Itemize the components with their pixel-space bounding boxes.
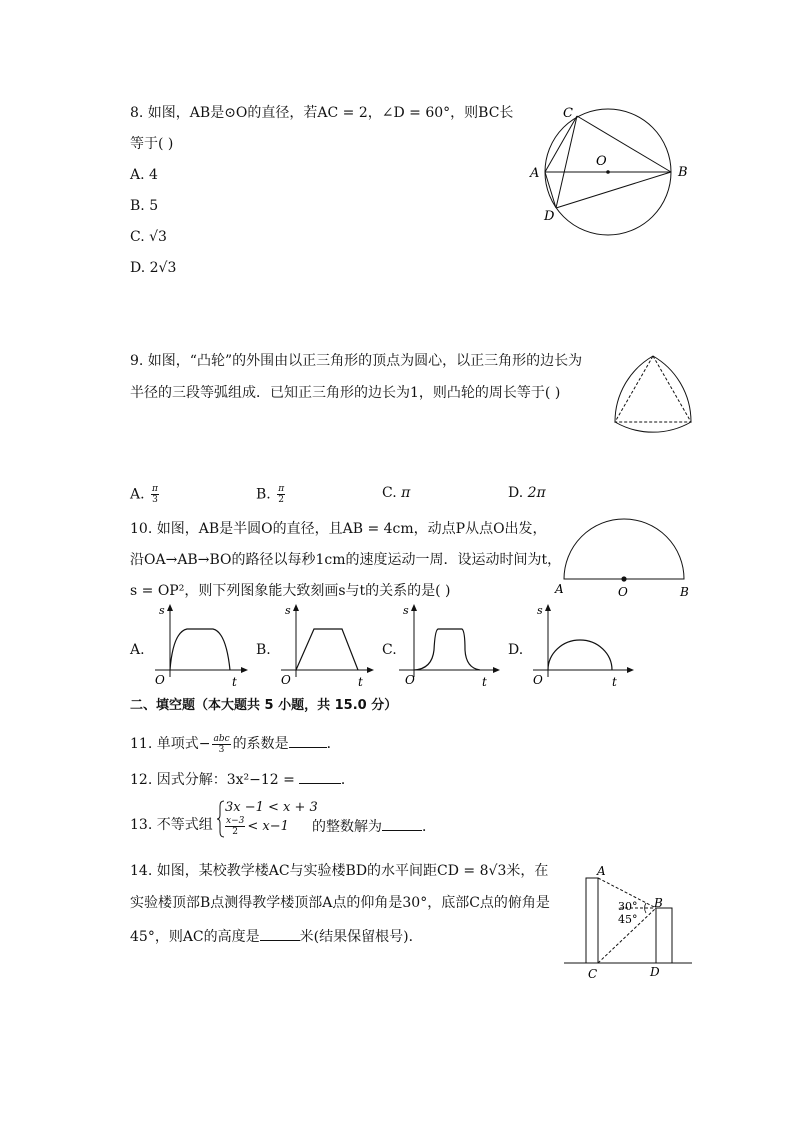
q8-option-d: D. 2√3 bbox=[130, 260, 177, 276]
q10-graph-c-curve bbox=[414, 629, 480, 670]
q13-answer-blank[interactable] bbox=[382, 816, 422, 831]
q11-prefix: 11. 单项式− bbox=[130, 736, 211, 752]
q10-graph-b-label: B. bbox=[256, 642, 271, 658]
q8-chord-cb bbox=[577, 116, 671, 172]
q10-graph-d-curve bbox=[548, 640, 612, 670]
q8-circle-figure bbox=[520, 95, 700, 245]
q13-ineq2-fraction bbox=[225, 816, 245, 837]
q14-buildings-figure bbox=[560, 860, 695, 985]
q10-graph-c-s: s bbox=[403, 604, 409, 617]
q9-option-c bbox=[382, 484, 410, 502]
q11-fraction bbox=[212, 734, 230, 755]
q10-center-dot bbox=[621, 576, 626, 581]
q10-label-a: A bbox=[555, 582, 564, 596]
q10-graph-d-label: D. bbox=[508, 642, 524, 658]
q9-cam-arcs bbox=[615, 356, 691, 432]
q14-building-bd bbox=[656, 908, 672, 963]
q13-ineq1: 3x −1 < x + 3 bbox=[225, 800, 318, 815]
q8-chord-ad bbox=[545, 172, 556, 208]
q12-text: 12. 因式分解：3x²−12 = bbox=[130, 772, 295, 788]
q14-stem-line2: 实验楼顶部B点测得教学楼顶部A点的仰角是30°，底部C点的俯角是 bbox=[130, 895, 550, 911]
q13-ineq2-den: 2 bbox=[232, 827, 239, 837]
q14-stem-line3-text: 45°，则AC的高度是 bbox=[130, 929, 260, 945]
q9-option-d bbox=[508, 484, 546, 502]
q9-option-b bbox=[256, 484, 287, 505]
q13-ineq2 bbox=[223, 816, 289, 837]
q9-option-c-value: π bbox=[401, 485, 411, 501]
q11-frac-den: 3 bbox=[218, 744, 225, 755]
q11-answer-blank[interactable] bbox=[289, 733, 327, 748]
q10-graph-b-s: s bbox=[285, 604, 291, 617]
q9-stem-line2: 半径的三段等弧组成．已知正三角形的边长为1，则凸轮的周长等于( ) bbox=[130, 385, 561, 401]
q13-suffix: 的整数解为 bbox=[312, 819, 382, 835]
q9-option-b-den: 2 bbox=[278, 495, 285, 505]
q9-equilateral-triangle bbox=[615, 356, 691, 422]
q10-graph-a-s: s bbox=[159, 604, 165, 617]
q13-ineq2-num: x−3 bbox=[226, 816, 245, 826]
q12-end: ． bbox=[340, 772, 355, 788]
q10-graph-a-label: A. bbox=[130, 642, 145, 658]
q10-graph-a-curve bbox=[170, 629, 230, 670]
q10-graph-b bbox=[276, 602, 376, 692]
q10-graph-c bbox=[394, 602, 504, 692]
q13-prefix: 13. 不等式组 bbox=[130, 817, 213, 833]
q14-label-c: C bbox=[588, 967, 598, 981]
q9-option-b-label: B. bbox=[256, 486, 271, 503]
q9-option-a-den: 3 bbox=[152, 495, 158, 505]
q9-option-a-num: π bbox=[152, 484, 158, 494]
q10-graph-a-origin: O bbox=[155, 673, 165, 687]
q10-stem-line1: 10. 如图，AB是半圆O的直径，且AB = 4cm，动点P从点O出发， bbox=[130, 521, 547, 537]
q14-label-b: B bbox=[654, 896, 663, 910]
q14-label-d: D bbox=[650, 965, 660, 979]
q8-option-c: C. √3 bbox=[130, 229, 167, 245]
q10-label-b: B bbox=[680, 585, 689, 599]
q11-frac-num: abc bbox=[213, 733, 230, 744]
q11-suffix: 的系数是 bbox=[232, 736, 289, 752]
q9-stem-line1: 9. 如图，“凸轮”的外围由以正三角形的顶点为圆心，以正三角形的边长为 bbox=[130, 353, 583, 369]
q14-angle-30: 30° bbox=[618, 900, 638, 913]
q13-tail bbox=[312, 816, 436, 836]
q14-answer-blank[interactable] bbox=[260, 926, 300, 941]
q8-chord-db bbox=[556, 172, 671, 208]
q10-graph-a-x-arrow bbox=[241, 667, 248, 673]
q12 bbox=[130, 769, 355, 789]
q10-graph-d-x-arrow bbox=[627, 667, 634, 673]
q14-stem-line1: 14. 如图，某校教学楼AC与实验楼BD的水平间距CD = 8√3米，在 bbox=[130, 863, 549, 879]
q14-building-ac bbox=[586, 878, 598, 963]
q10-label-o: O bbox=[618, 585, 628, 599]
q10-graph-c-t: t bbox=[482, 675, 487, 689]
q9-option-a-fraction bbox=[151, 484, 159, 505]
q12-answer-blank[interactable] bbox=[299, 769, 341, 784]
q10-graph-b-t: t bbox=[358, 675, 363, 689]
q8-label-b: B bbox=[678, 165, 688, 180]
q11 bbox=[130, 733, 341, 755]
q9-option-a-label: A. bbox=[130, 486, 145, 503]
q10-graph-a-t: t bbox=[232, 675, 237, 689]
q10-graph-b-y-arrow bbox=[293, 604, 299, 611]
q10-graph-d-origin: O bbox=[533, 673, 543, 687]
q8-label-a: A bbox=[530, 166, 540, 181]
q10-graph-d-t: t bbox=[612, 675, 617, 689]
q8-chord-cd bbox=[556, 116, 577, 208]
q8-label-c: C bbox=[563, 106, 573, 121]
q10-semicircle bbox=[564, 519, 684, 579]
q10-graph-c-x-arrow bbox=[493, 667, 500, 673]
q9-option-d-label: D. bbox=[508, 485, 524, 501]
q13-end: ． bbox=[422, 819, 436, 835]
q14-stem-line3-end: 米(结果保留根号)． bbox=[299, 929, 423, 945]
q14-stem-line3 bbox=[130, 926, 423, 946]
q8-label-d: D bbox=[544, 209, 555, 224]
q10-graph-c-label: C. bbox=[382, 642, 397, 658]
q10-graph-d-s: s bbox=[537, 604, 543, 617]
q8-label-o: O bbox=[596, 154, 607, 169]
q10-graph-c-y-arrow bbox=[411, 604, 417, 611]
q9-option-b-num: π bbox=[278, 484, 285, 494]
q10-stem-line2: 沿OA→AB→BO的路径以每秒1cm的速度运动一周．设运动时间为t， bbox=[130, 552, 562, 568]
q8-center-dot bbox=[606, 170, 610, 174]
q10-graph-c-origin: O bbox=[405, 673, 415, 687]
q9-cam-figure bbox=[605, 348, 705, 438]
q14-label-a: A bbox=[597, 864, 606, 878]
q10-semicircle-figure bbox=[552, 515, 697, 600]
q9-option-c-label: C. bbox=[382, 485, 397, 501]
q8-stem-line1: 8. 如图，AB是⊙O的直径，若AC = 2，∠D = 60°，则BC长 bbox=[130, 105, 514, 121]
q10-graph-a bbox=[150, 602, 250, 692]
q9-option-a bbox=[130, 484, 161, 505]
q10-stem-line3: s = OP²，则下列图象能大致刻画s与t的关系的是( ) bbox=[130, 583, 451, 599]
q8-option-a: A. 4 bbox=[130, 167, 158, 183]
q10-graph-d-y-arrow bbox=[545, 604, 551, 611]
q14-angle-45: 45° bbox=[618, 913, 638, 926]
q10-graph-a-y-arrow bbox=[167, 604, 173, 611]
q8-stem-line2: 等于( ) bbox=[130, 136, 174, 152]
q10-graph-b-curve bbox=[296, 629, 358, 670]
section2-title: 二、填空题（本大题共 5 小题，共 15.0 分） bbox=[130, 698, 398, 713]
q8-chord-ac bbox=[545, 116, 577, 172]
q10-graph-b-x-arrow bbox=[367, 667, 374, 673]
q10-graph-d bbox=[528, 602, 638, 692]
q9-option-b-fraction bbox=[277, 484, 285, 505]
q10-graph-b-origin: O bbox=[281, 673, 291, 687]
q9-option-d-value: 2π bbox=[527, 485, 546, 501]
q11-end: ． bbox=[326, 736, 341, 752]
q8-option-b: B. 5 bbox=[130, 198, 159, 214]
q13-ineq2-rest: < x−1 bbox=[247, 819, 289, 834]
